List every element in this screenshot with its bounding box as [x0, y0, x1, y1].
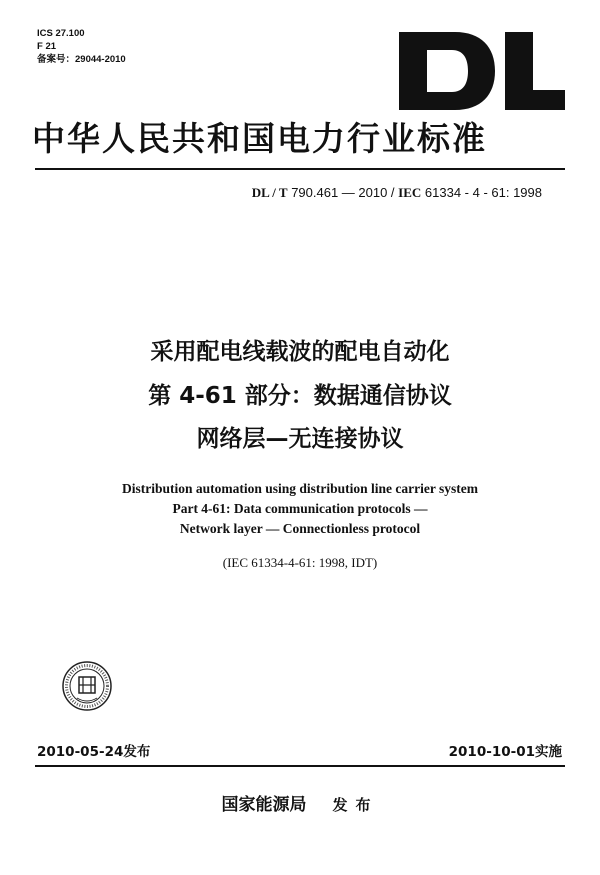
ics-code: ICS 27.100: [37, 28, 85, 39]
org-title: 中华人民共和国电力行业标准: [32, 119, 487, 158]
iec-code: 61334 - 4 - 61: 1998: [421, 185, 542, 200]
idt-note: (IEC 61334-4-61: 1998, IDT): [222, 555, 378, 570]
effective-date: 2010-10-01实施: [448, 744, 562, 760]
title-en-line-3: Network layer — Connectionless protocol: [179, 521, 421, 536]
publish-date: 2010-05-24发布: [37, 744, 151, 760]
classification-block: [37, 27, 126, 66]
iec-prefix: IEC: [398, 185, 422, 200]
title-cn-line-2: 第 4-61 部分：数据通信协议: [148, 383, 452, 409]
header-divider: [35, 168, 565, 170]
issuer-verb: 发布: [332, 796, 379, 814]
dl-logo: [397, 30, 567, 112]
title-cn-line-3: 网络层—无连接协议: [196, 426, 404, 452]
standard-code: 790.461 — 2010 /: [287, 185, 399, 200]
filing-number: 备案号：29044-2010: [37, 54, 126, 65]
standard-number: [252, 185, 542, 201]
seal-icon: [61, 660, 113, 712]
title-en-line-2: Part 4-61: Data communication protocols —: [172, 501, 428, 516]
ccs-code: F 21: [37, 41, 57, 52]
title-en-line-1: Distribution automation using distribution line carrier system: [121, 481, 479, 496]
footer-divider: [35, 765, 565, 767]
issuer-line: [0, 790, 600, 815]
title-cn-line-1: 采用配电线载波的配电自动化: [150, 339, 450, 365]
standard-prefix: DL / T: [251, 185, 288, 200]
issuer-name: 国家能源局: [221, 795, 307, 815]
